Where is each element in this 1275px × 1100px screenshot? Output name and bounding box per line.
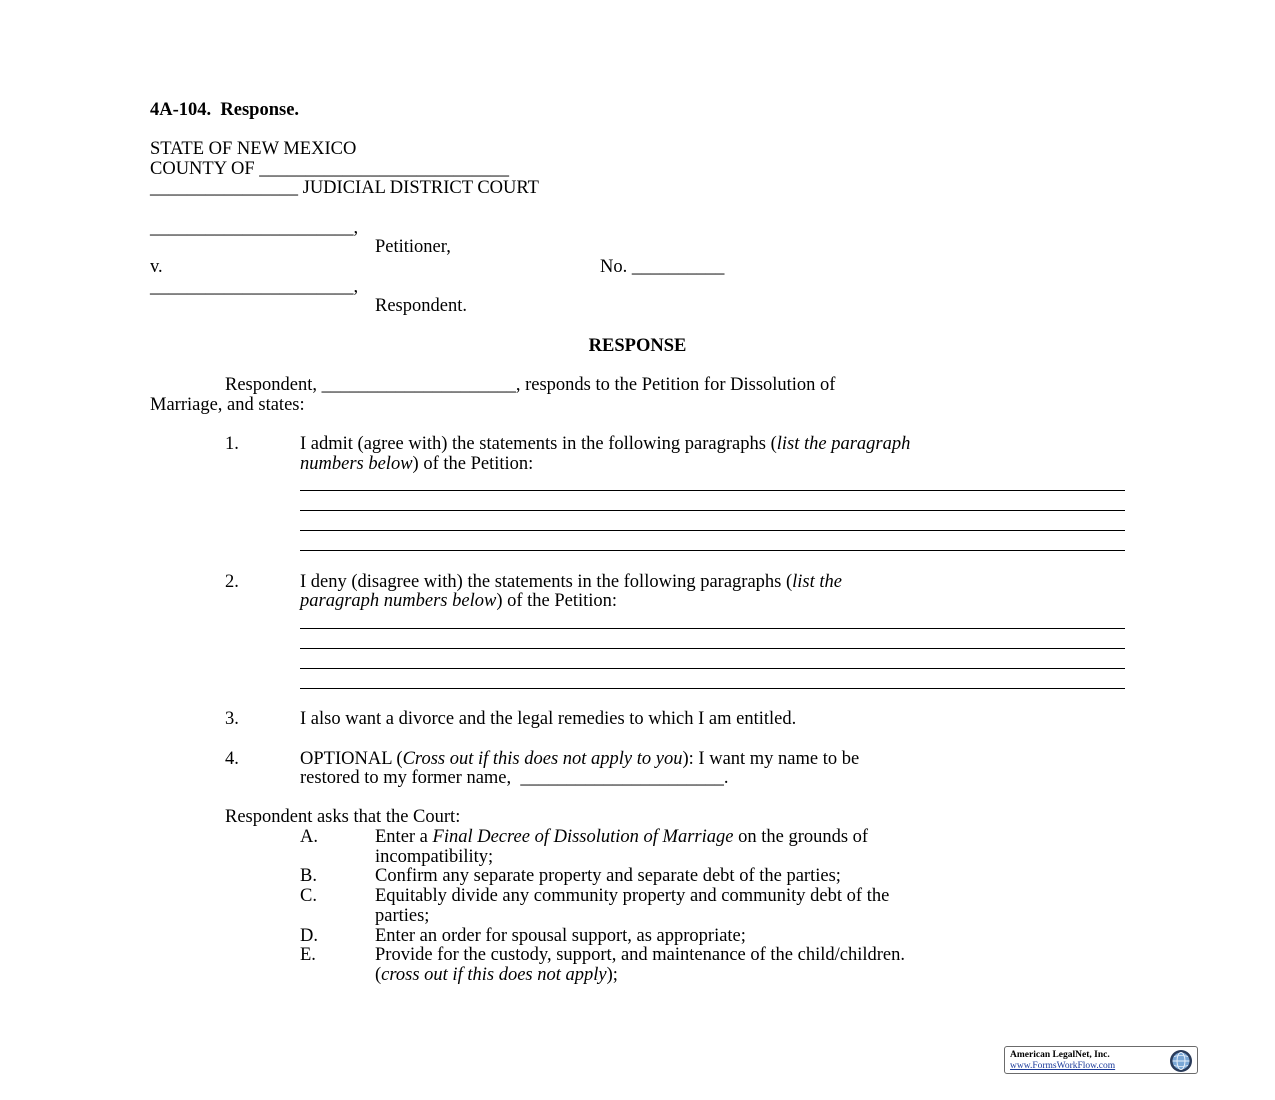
case-number: No. __________: [600, 257, 725, 277]
request-e-letter: E.: [300, 945, 316, 965]
admit-answer-line[interactable]: [300, 550, 1125, 551]
item-2-line-2: paragraph numbers below) of the Petition:: [300, 591, 618, 611]
footer-badge: [1004, 1046, 1198, 1074]
document-title: RESPONSE: [588, 336, 687, 356]
admit-answer-line[interactable]: [300, 490, 1125, 491]
admit-answer-line[interactable]: [300, 530, 1125, 531]
admit-answer-line[interactable]: [300, 510, 1125, 511]
deny-answer-line[interactable]: [300, 648, 1125, 649]
request-a-letter: A.: [300, 827, 318, 847]
item-1-line-2: numbers below) of the Petition:: [300, 454, 534, 474]
item-4-number: 4.: [225, 749, 239, 769]
request-b-letter: B.: [300, 866, 317, 886]
company-name: American LegalNet, Inc.: [1010, 1050, 1110, 1060]
item-3-text: I also want a divorce and the legal remedies to which I am entitled.: [300, 709, 797, 729]
requests-heading: Respondent asks that the Court:: [225, 807, 461, 827]
request-d-line-1: Enter an order for spousal support, as appropriate;: [375, 926, 746, 946]
item-1-line-1: I admit (agree with) the statements in the following paragraphs (list the paragraph: [300, 434, 911, 454]
item-4-line-1: OPTIONAL (Cross out if this does not apply to you): I want my name to be: [300, 749, 860, 769]
petitioner-label: Petitioner,: [375, 237, 451, 257]
court-line: ________________ JUDICIAL DISTRICT COURT: [150, 178, 539, 198]
form-code: 4A-104. Response.: [150, 100, 300, 120]
petitioner-blank: ______________________,: [150, 218, 359, 238]
request-e-line-1: Provide for the custody, support, and maintenance of the child/children.: [375, 945, 906, 965]
request-d-letter: D.: [300, 926, 318, 946]
website-link[interactable]: www.FormsWorkFlow.com: [1010, 1061, 1116, 1071]
item-1-number: 1.: [225, 434, 239, 454]
request-e-line-2: (cross out if this does not apply);: [375, 965, 618, 985]
deny-answer-line[interactable]: [300, 668, 1125, 669]
intro-line-1: Respondent, _____________________, responds to the Petition for Dissolution of: [225, 375, 836, 395]
item-3-number: 3.: [225, 709, 239, 729]
request-a-line-2: incompatibility;: [375, 847, 494, 867]
deny-answer-line[interactable]: [300, 688, 1125, 689]
respondent-blank: ______________________,: [150, 277, 359, 297]
deny-answer-line[interactable]: [300, 628, 1125, 629]
request-a-line-1: Enter a Final Decree of Dissolution of Marriage on the grounds of: [375, 827, 869, 847]
request-b-line-1: Confirm any separate property and separate debt of the parties;: [375, 866, 841, 886]
intro-line-2: Marriage, and states:: [150, 395, 305, 415]
item-2-number: 2.: [225, 572, 239, 592]
state-line: STATE OF NEW MEXICO: [150, 139, 357, 159]
county-line: COUNTY OF ___________________________: [150, 159, 510, 179]
request-c-letter: C.: [300, 886, 317, 906]
item-2-line-1: I deny (disagree with) the statements in the following paragraphs (list the: [300, 572, 843, 592]
respondent-label: Respondent.: [375, 296, 467, 316]
versus-label: v.: [150, 257, 163, 277]
request-c-line-1: Equitably divide any community property and community debt of the: [375, 886, 890, 906]
globe-logo-icon: [1169, 1049, 1193, 1073]
request-c-line-2: parties;: [375, 906, 430, 926]
item-4-line-2: restored to my former name, ______________________.: [300, 768, 729, 788]
